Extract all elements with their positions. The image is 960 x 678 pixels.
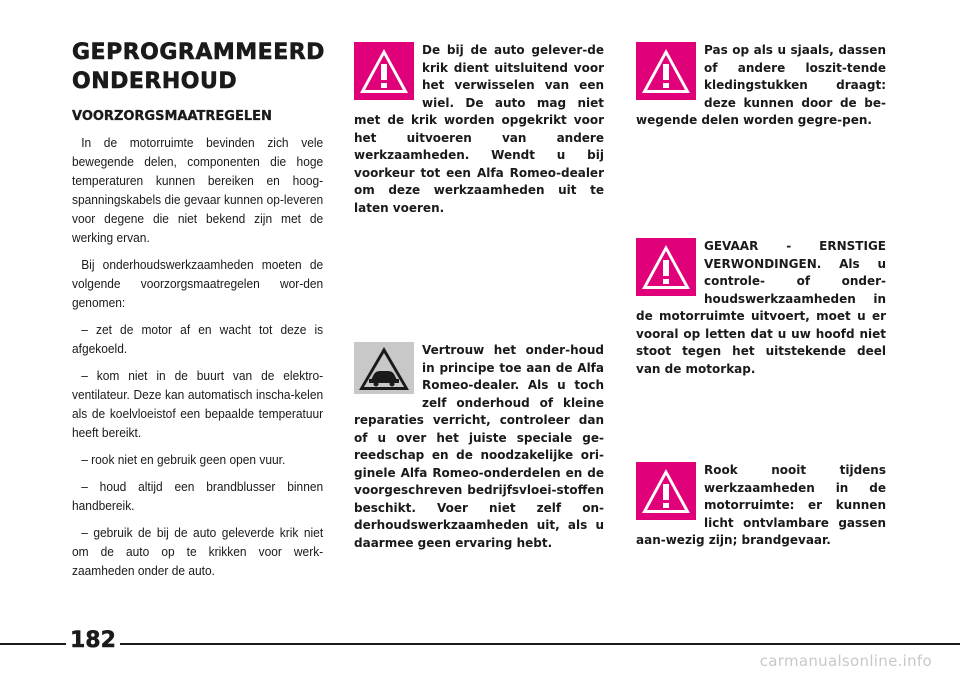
warning-text: Vertrouw het onder-houd in principe toe aan de Alfa Romeo-dealer. Als u toch zelf onderhoud of kleine reparaties verricht, controleer dan of u over het juiste speciale ge-reedschap en de noodzakelijke ori-ginele Alfa Romeo-onderdelen en de voorgeschreven bedrijfsvloei-stoffen beschikt. Voer niet zelf on-derhoudswerkzaamheden uit, als u daarmee geen ervaring hebt. [354,343,604,550]
page-title [72,38,332,96]
paragraph: In de motorruimte bevinden zich vele bewegende delen, componenten die hoge temperaturen kunnen bereiken en hoog-spanningskabels die gevaar kunnen op-leveren voor degene die niet bekend zijn met de werking ervan. [72,135,324,245]
warning-triangle-icon [636,462,696,520]
body-text-column [72,133,323,588]
section-subheading: VOORZORGSMAATREGELEN [72,109,272,124]
paragraph: – zet de motor af en wacht tot deze is afgekoeld. [72,322,324,356]
warning-text: Rook nooit tijdens werkzaamheden in de motorruimte: er kunnen licht ontvlambare gassen aan-wezig zijn; brandgevaar. [636,463,886,547]
title-line-1: GEPROGRAMMEERD [72,40,325,65]
warning-box-injury [636,238,886,378]
paragraph: – houd altijd een brandblusser binnen handbereik. [72,479,324,513]
warning-text: Pas op als u sjaals, dassen of andere loszit-tende kledingstukken draagt: deze kunnen door de be-wegende delen worden gegre-pen. [636,43,886,127]
paragraph: – kom niet in de buurt van de elektro-ventilateur. Deze kan automatisch inscha-kelen als de koelvloeistof een bepaalde temperatuur heeft bereikt. [72,368,324,440]
warning-triangle-icon [636,238,696,296]
warning-box-clothing [636,42,886,130]
footer-rule-left [0,643,66,645]
warning-box-jack [354,42,604,217]
warning-triangle-icon [354,42,414,100]
warning-text: GEVAAR - ERNSTIGE VERWONDINGEN. Als u controle- of onder-houdswerkzaamheden in de motorruimte uitvoert, moet u er vooral op letten dat u uw hoofd niet stoot tegen het uitstekende deel van de motorkap. [636,239,886,376]
title-line-2: ONDERHOUD [72,69,238,94]
watermark: carmanualsonline.info [759,652,932,670]
warning-box-smoking [636,462,886,550]
warning-text: De bij de auto gelever-de krik dient uitsluitend voor het verwisselen van een wiel. De auto mag niet met de krik worden opgekrikt voor het uitvoeren van andere werkzaamheden. Wendt u bij voorkeur tot een Alfa Romeo-dealer om deze werkzaamheden uit te laten voeren. [354,43,604,215]
warning-triangle-icon [636,42,696,100]
paragraph: Bij onderhoudswerkzaamheden moeten de volgende voorzorgsmaatregelen wor-den genomen: [72,257,324,310]
footer-rule-right [120,643,960,645]
car-service-icon [354,342,414,394]
warning-box-dealer [354,342,604,552]
page-number: 182 [70,628,116,653]
paragraph: – gebruik de bij de auto geleverde krik niet om de auto op te krikken voor werk-zaamheden onder de auto. [72,525,324,578]
paragraph: – rook niet en gebruik geen open vuur. [81,452,286,467]
